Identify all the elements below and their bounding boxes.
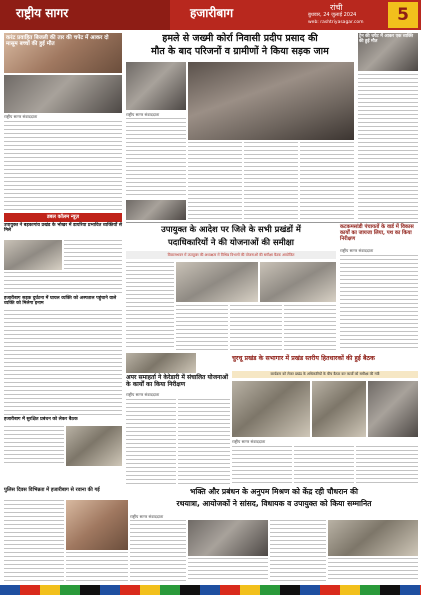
bottom-story-col3 — [270, 520, 326, 582]
top-story-photo-small — [126, 62, 186, 110]
bottom-story-headline-2: रथयात्रा, आयोजकों ने सांसद, विधायक व उपायुक्त को किया सम्मानित — [176, 499, 372, 508]
left-mid-headline: हजारीबाग सड़क दुर्घटना में घायल व्यक्ति को अस्पताल पहुंचाने वाले व्यक्ति को मिलेगा इनाम — [4, 296, 117, 307]
fourth-story-headline: चुरचू प्रखंड के सभागार में प्रखंड स्तरीय हितधारकों की हुई बैठक — [232, 355, 375, 362]
bottom-story-photo-1 — [188, 520, 268, 556]
bottom-story-byline: राष्ट्रीय सागर संवाददाता — [130, 514, 164, 519]
third-story-byline: राष्ट्रीय सागर संवाददाता — [126, 392, 160, 397]
left-byline: राष्ट्रीय सागर संवाददाता — [4, 114, 38, 119]
fourth-story-col2 — [294, 446, 354, 484]
bottom-left-text — [4, 500, 64, 582]
second-story-photo-1 — [176, 262, 258, 302]
fourth-story-photo-2 — [312, 381, 366, 437]
right-top-headline: ट्रेन की चपेट में आकर एक व्यक्ति की हुई मौत — [359, 34, 413, 45]
top-story-col3 — [244, 142, 298, 220]
second-story-col4 — [284, 305, 336, 350]
bottom-story-col2 — [188, 558, 268, 582]
second-story-col2 — [176, 305, 228, 350]
left-lower-headline: हजारीबाग में सुरक्षित प्रबंधन को लेकर बैठक — [4, 417, 78, 422]
second-story-col1 — [126, 262, 174, 350]
bottom-story-headline-1: भक्ति और प्रबंधन के अनुपम मिश्रण को केंद्र रही चौधरान की — [190, 487, 358, 496]
left-sub-text — [64, 240, 122, 270]
left-lower-photo — [66, 426, 122, 466]
top-story-col2 — [188, 142, 242, 220]
left-top-headline: करंट प्रवाहित बिजली की तार की चपेट में आकर दो मासूम बच्चों की हुई मौत — [6, 35, 109, 48]
website-url[interactable]: web: rashtriyasagar.com — [308, 20, 364, 25]
right-mid-byline: राष्ट्रीय सागर संवाददाता — [340, 248, 374, 253]
bottom-story-col4 — [328, 558, 418, 582]
newspaper-brand: राष्ट्रीय सागर — [16, 6, 69, 20]
second-story-kicker: विकासभवन में उपायुक्त की अध्यक्षता में विभिन्न विभागों की योजनाओं की समीक्षा बैठक आयोजित — [126, 251, 336, 259]
edition-city: रांची — [330, 3, 343, 12]
bottom-story-col1 — [130, 520, 186, 582]
top-story-headline-2: मौत के बाद परिजनों व ग्रामीणों ने किया सड़क जाम — [151, 46, 329, 57]
top-story-photo-crowd — [188, 62, 354, 140]
left-column-text — [4, 121, 122, 211]
page-number: 5 — [388, 2, 418, 28]
top-story-col4 — [300, 142, 354, 220]
third-story-col2 — [178, 399, 230, 484]
third-story-col1 — [126, 399, 176, 484]
right-mid-headline: कटकमसांडी पंचायतों के वार्ड में विकास कार्यों का जायजा लिया, पथ का किया निरीक्षण — [340, 224, 414, 242]
top-story-headline-1: हमले से जख्मी कोर्रा निवासी प्रदीप प्रसाद की — [162, 33, 318, 44]
fourth-story-col1 — [232, 446, 292, 484]
right-top-text — [358, 74, 418, 220]
bottom-left-text-2 — [66, 552, 128, 582]
divider — [126, 222, 418, 223]
left-meeting-photo — [4, 240, 62, 270]
fourth-story-byline: राष्ट्रीय सागर संवाददाता — [232, 439, 266, 444]
left-lower-text — [4, 426, 64, 466]
second-story-headline-1: उपायुक्त के आदेश पर जिले के सभी प्रखंडों में — [161, 224, 301, 234]
left-mid-text — [4, 310, 122, 415]
fourth-story-photo-3 — [368, 381, 418, 437]
left-sub-headline: उपायुक्त ने बड़कागांव प्रखंड के भोखर में डायरिया प्रभावित व्यक्तियों से मिले — [4, 223, 122, 234]
top-story-byline: राष्ट्रीय सागर संवाददाता — [126, 112, 160, 117]
third-story-photo-top — [126, 353, 196, 373]
left-sub-text-2 — [4, 272, 122, 294]
second-story-photo-2 — [260, 262, 336, 302]
top-story-photo-bottom — [126, 200, 186, 220]
edition-date: बुधवार, 24 जुलाई 2024 — [308, 12, 357, 18]
third-story-headline: अपर समाहर्ता ने केरेडारी में संचालित योजनाओं के कार्यों का किया निरीक्षण — [126, 374, 229, 388]
right-mid-text — [340, 255, 418, 350]
left-photo-2 — [4, 75, 122, 113]
bottom-color-strip — [0, 585, 421, 595]
bottom-left-photo — [66, 500, 128, 550]
bottom-story-photo-2 — [328, 520, 418, 556]
second-story-headline-2: पदाधिकारियों ने की योजनाओं की समीक्षा — [168, 237, 294, 247]
fourth-story-photo-1 — [232, 381, 310, 437]
double-column-news-header: डबल कॉलम न्यूज़ — [4, 213, 122, 222]
second-story-col3 — [230, 305, 282, 350]
fourth-story-kicker: कार्यक्रम को लेकर प्रखंड के अधिकारियों के बीच बैठक कर कार्यों को समीक्षा की गयी — [232, 371, 418, 378]
top-story-col1 — [126, 118, 186, 198]
fourth-story-col3 — [356, 446, 418, 484]
section-title: हजारीबाग — [190, 6, 234, 20]
bottom-left-headline: पुलिस दिवस विभिन्नता में हजारीबाग से रवाना की गई — [4, 487, 100, 493]
